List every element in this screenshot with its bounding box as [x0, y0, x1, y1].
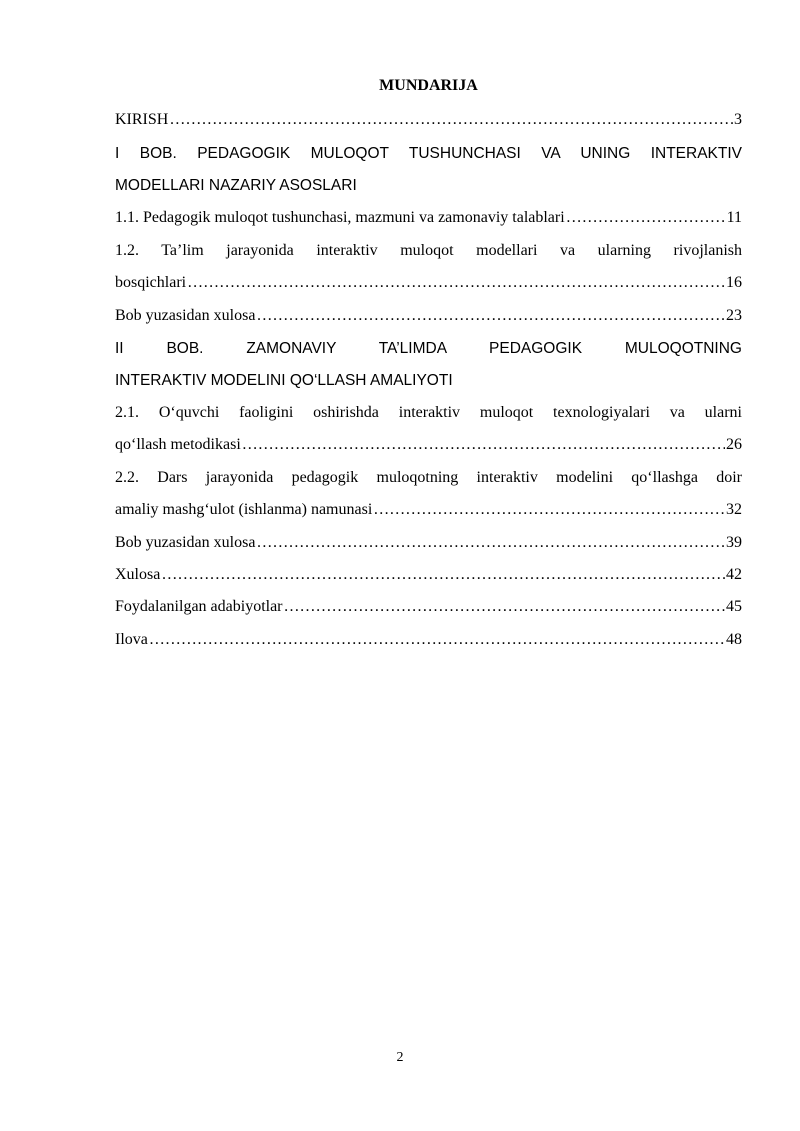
toc-chapter-1-line-1: I BOB. PEDAGOGIK MULOQOT TUSHUNCHASI VA UNING INTERAKTIV [115, 145, 742, 162]
toc-entry-kirish: KIRISH ……………………………………………………………………………………………………………………………………………………………… 3 [115, 110, 742, 130]
toc-entry-2-2-line-1: 2.2. Dars jarayonida pedagogik muloqotning interaktiv modelini qo‘llashga doir [115, 469, 742, 486]
toc-chapter-2-line-1: II BOB. ZAMONAVIY TA’LIMDA PEDAGOGIK MULOQOTNING [115, 340, 742, 357]
toc-entry-1-2: bosqichlari ……………………………………………………………………………………………………………………………………………………………… 16 [115, 273, 742, 293]
page-number: 2 [396, 1050, 404, 1065]
toc-chapter-2-line-2: INTERAKTIV MODELINI QO‘LLASH AMALIYOTI [115, 372, 453, 389]
toc-entry-2-2: amaliy mashg‘ulot (ishlanma) namunasi ……………………………………………………………………………………………………………………………………………………………… 32 [115, 500, 742, 520]
toc-entry-chapter-2-summary: Bob yuzasidan xulosa ……………………………………………………………………………………………………………………………………………………………… 39 [115, 533, 742, 553]
toc-entry-ilova: Ilova ……………………………………………………………………………………………………………………………………………………………… 48 [115, 630, 742, 650]
toc-entry-2-1: qo‘llash metodikasi ……………………………………………………………………………………………………………………………………………………………… 26 [115, 435, 742, 455]
toc-entry-1-2-line-1: 1.2. Ta’lim jarayonida interaktiv muloqot modellari va ularning rivojlanish [115, 242, 742, 259]
toc-entry-2-1-line-1: 2.1. O‘quvchi faoligini oshirishda interaktiv muloqot texnologiyalari va ularni [115, 404, 742, 421]
toc-title: MUNDARIJA [379, 77, 478, 94]
toc-entry-1-1: 1.1. Pedagogik muloqot tushunchasi, mazmuni va zamonaviy talablari ……………………………………………………………………………………………………………………………………………………………… 11 [115, 208, 742, 228]
toc-entry-xulosa: Xulosa ……………………………………………………………………………………………………………………………………………………………… 42 [115, 565, 742, 585]
toc-chapter-1-line-2: MODELLARI NAZARIY ASOSLARI [115, 177, 357, 194]
toc-entry-chapter-1-summary: Bob yuzasidan xulosa ……………………………………………………………………………………………………………………………………………………………… 23 [115, 306, 742, 326]
toc-entry-references: Foydalanilgan adabiyotlar ……………………………………………………………………………………………………………………………………………………………… 45 [115, 597, 742, 617]
